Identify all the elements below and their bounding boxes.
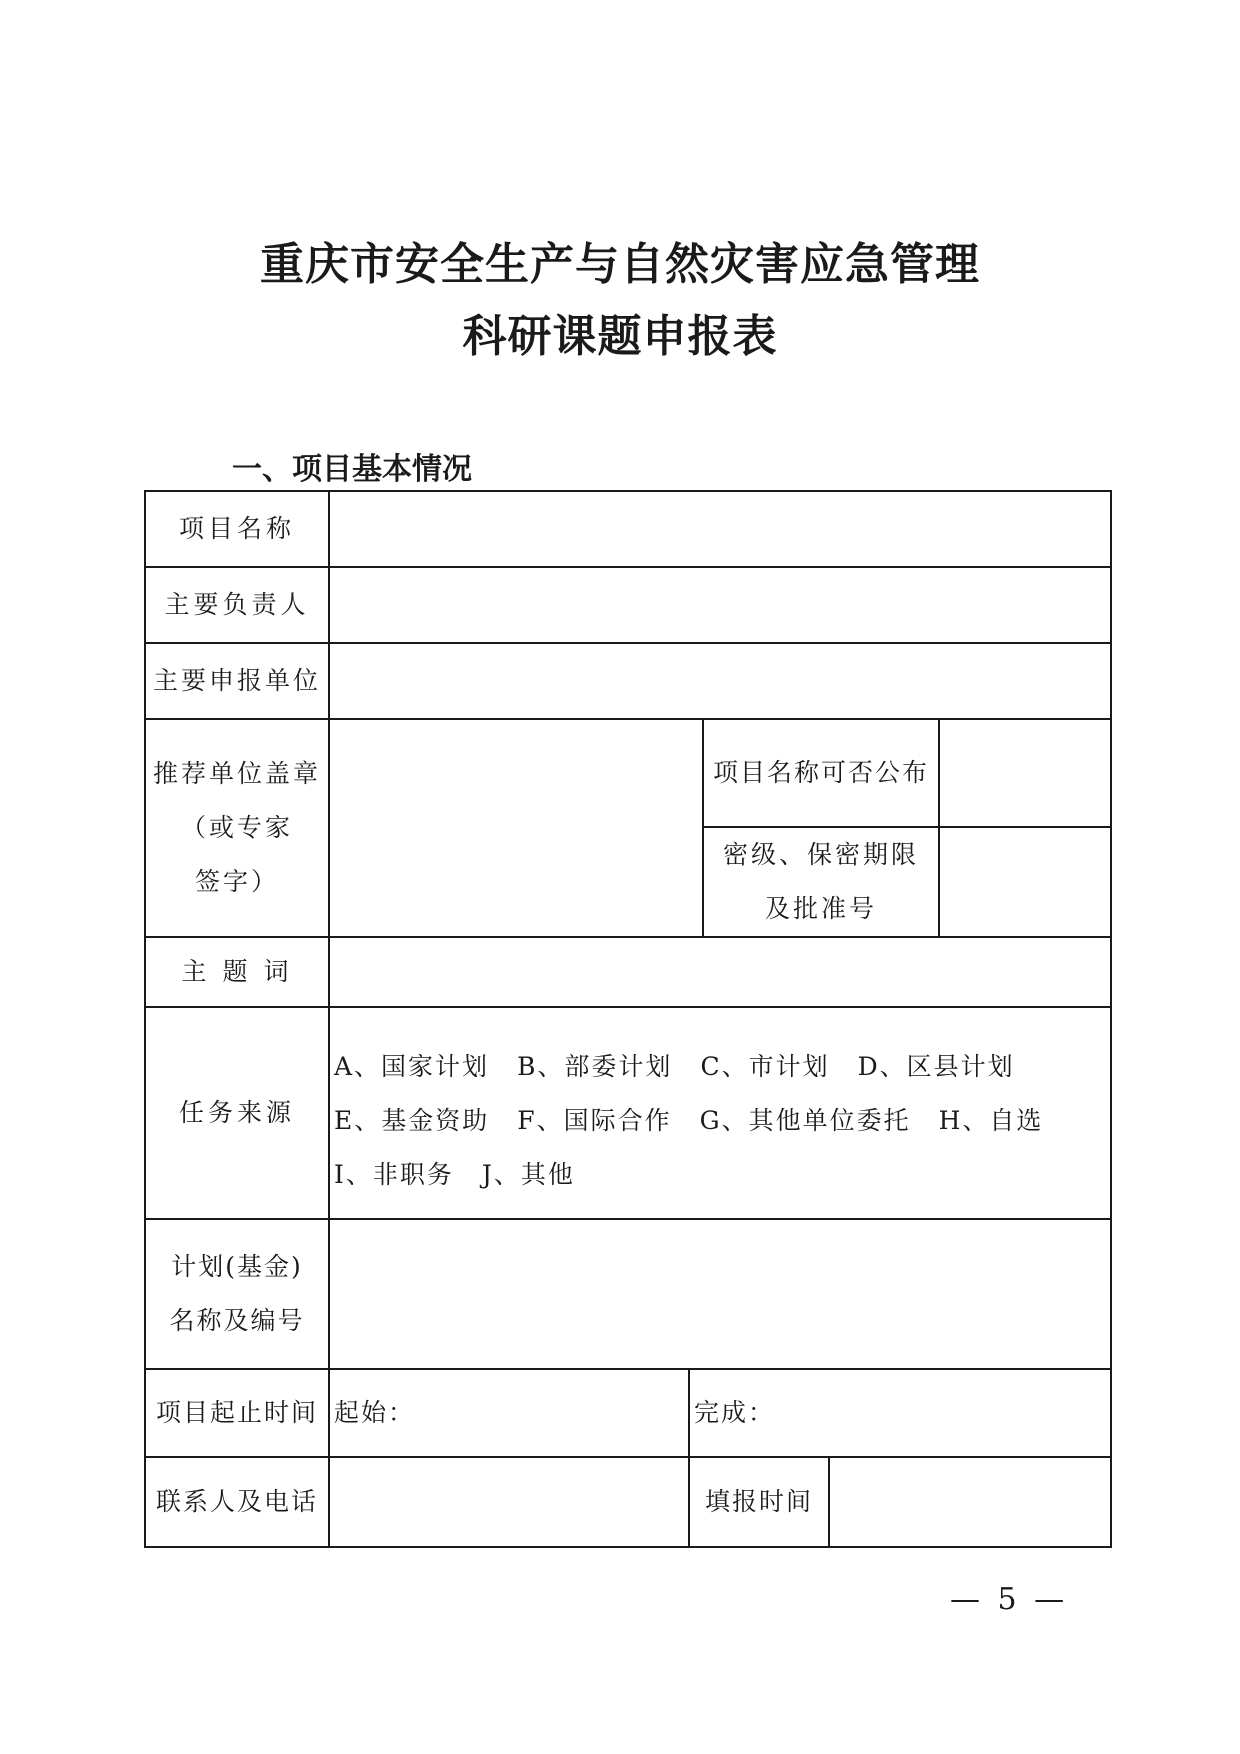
plan-label-line-1: 计划(基金) <box>171 1252 303 1281</box>
fill-date-field[interactable] <box>830 1458 1110 1546</box>
plan-label-line-2: 名称及编号 <box>169 1306 305 1335</box>
applicant-unit-field[interactable] <box>330 644 1110 718</box>
task-source-label: 任务来源 <box>178 1098 295 1127</box>
task-source-row <box>334 1094 1114 1148</box>
task-source-options <box>334 1040 1114 1202</box>
project-name-label: 项目名称 <box>178 514 295 543</box>
task-source-option[interactable]: I、非职务 <box>334 1160 454 1189</box>
fill-date-label: 填报时间 <box>704 1487 813 1516</box>
secrecy-label <box>704 828 938 936</box>
applicant-unit-label: 主要申报单位 <box>152 666 321 695</box>
document-title-line-1: 重庆市安全生产与自然灾害应急管理 <box>260 239 980 290</box>
plan-label <box>146 1220 328 1368</box>
recommend-seal-label-line-1: 推荐单位盖章 <box>152 759 321 788</box>
leader-label: 主要负责人 <box>164 590 310 619</box>
document-title-line-2: 科研课题申报表 <box>462 311 778 362</box>
section-heading: 一、项目基本情况 <box>232 452 472 487</box>
task-source-option[interactable]: B、部委计划 <box>517 1052 673 1081</box>
task-source-option[interactable]: E、基金资助 <box>334 1106 490 1135</box>
plan-field[interactable] <box>330 1220 1110 1368</box>
publishable-label: 项目名称可否公布 <box>712 758 929 787</box>
period-label: 项目起止时间 <box>155 1398 318 1427</box>
task-source-option[interactable]: A、国家计划 <box>334 1052 490 1081</box>
project-name-field[interactable] <box>330 492 1110 566</box>
task-source-option[interactable]: H、自选 <box>938 1106 1044 1135</box>
recommend-seal-label-line-3: 签字） <box>194 867 279 896</box>
task-source-option[interactable]: J、其他 <box>481 1160 575 1189</box>
task-source-row <box>334 1148 1114 1202</box>
end-date-field[interactable]: 完成： <box>694 1398 776 1427</box>
recommend-seal-label-line-2: （或专家 <box>180 813 293 842</box>
task-source-option[interactable]: C、市计划 <box>700 1052 830 1081</box>
task-source-option[interactable]: G、其他单位委托 <box>699 1106 911 1135</box>
task-source-option[interactable]: F、国际合作 <box>517 1106 672 1135</box>
start-date-field[interactable]: 起始： <box>334 1398 416 1427</box>
contact-field[interactable] <box>330 1458 688 1546</box>
task-source-option[interactable]: D、区县计划 <box>857 1052 1015 1081</box>
page-number: — 5 — <box>950 1582 1069 1617</box>
recommend-seal-field[interactable] <box>330 720 702 936</box>
keywords-label: 主 题 词 <box>181 957 293 986</box>
secrecy-label-line-1: 密级、保密期限 <box>722 840 919 869</box>
task-source-row <box>334 1040 1114 1094</box>
leader-field[interactable] <box>330 568 1110 642</box>
contact-label: 联系人及电话 <box>155 1487 318 1516</box>
secrecy-field[interactable] <box>940 828 1110 936</box>
keywords-field[interactable] <box>330 938 1110 1006</box>
application-form-table <box>144 490 1112 1548</box>
recommend-seal-label <box>146 720 328 936</box>
publishable-field[interactable] <box>940 720 1110 826</box>
secrecy-label-line-2: 及批准号 <box>764 894 877 923</box>
